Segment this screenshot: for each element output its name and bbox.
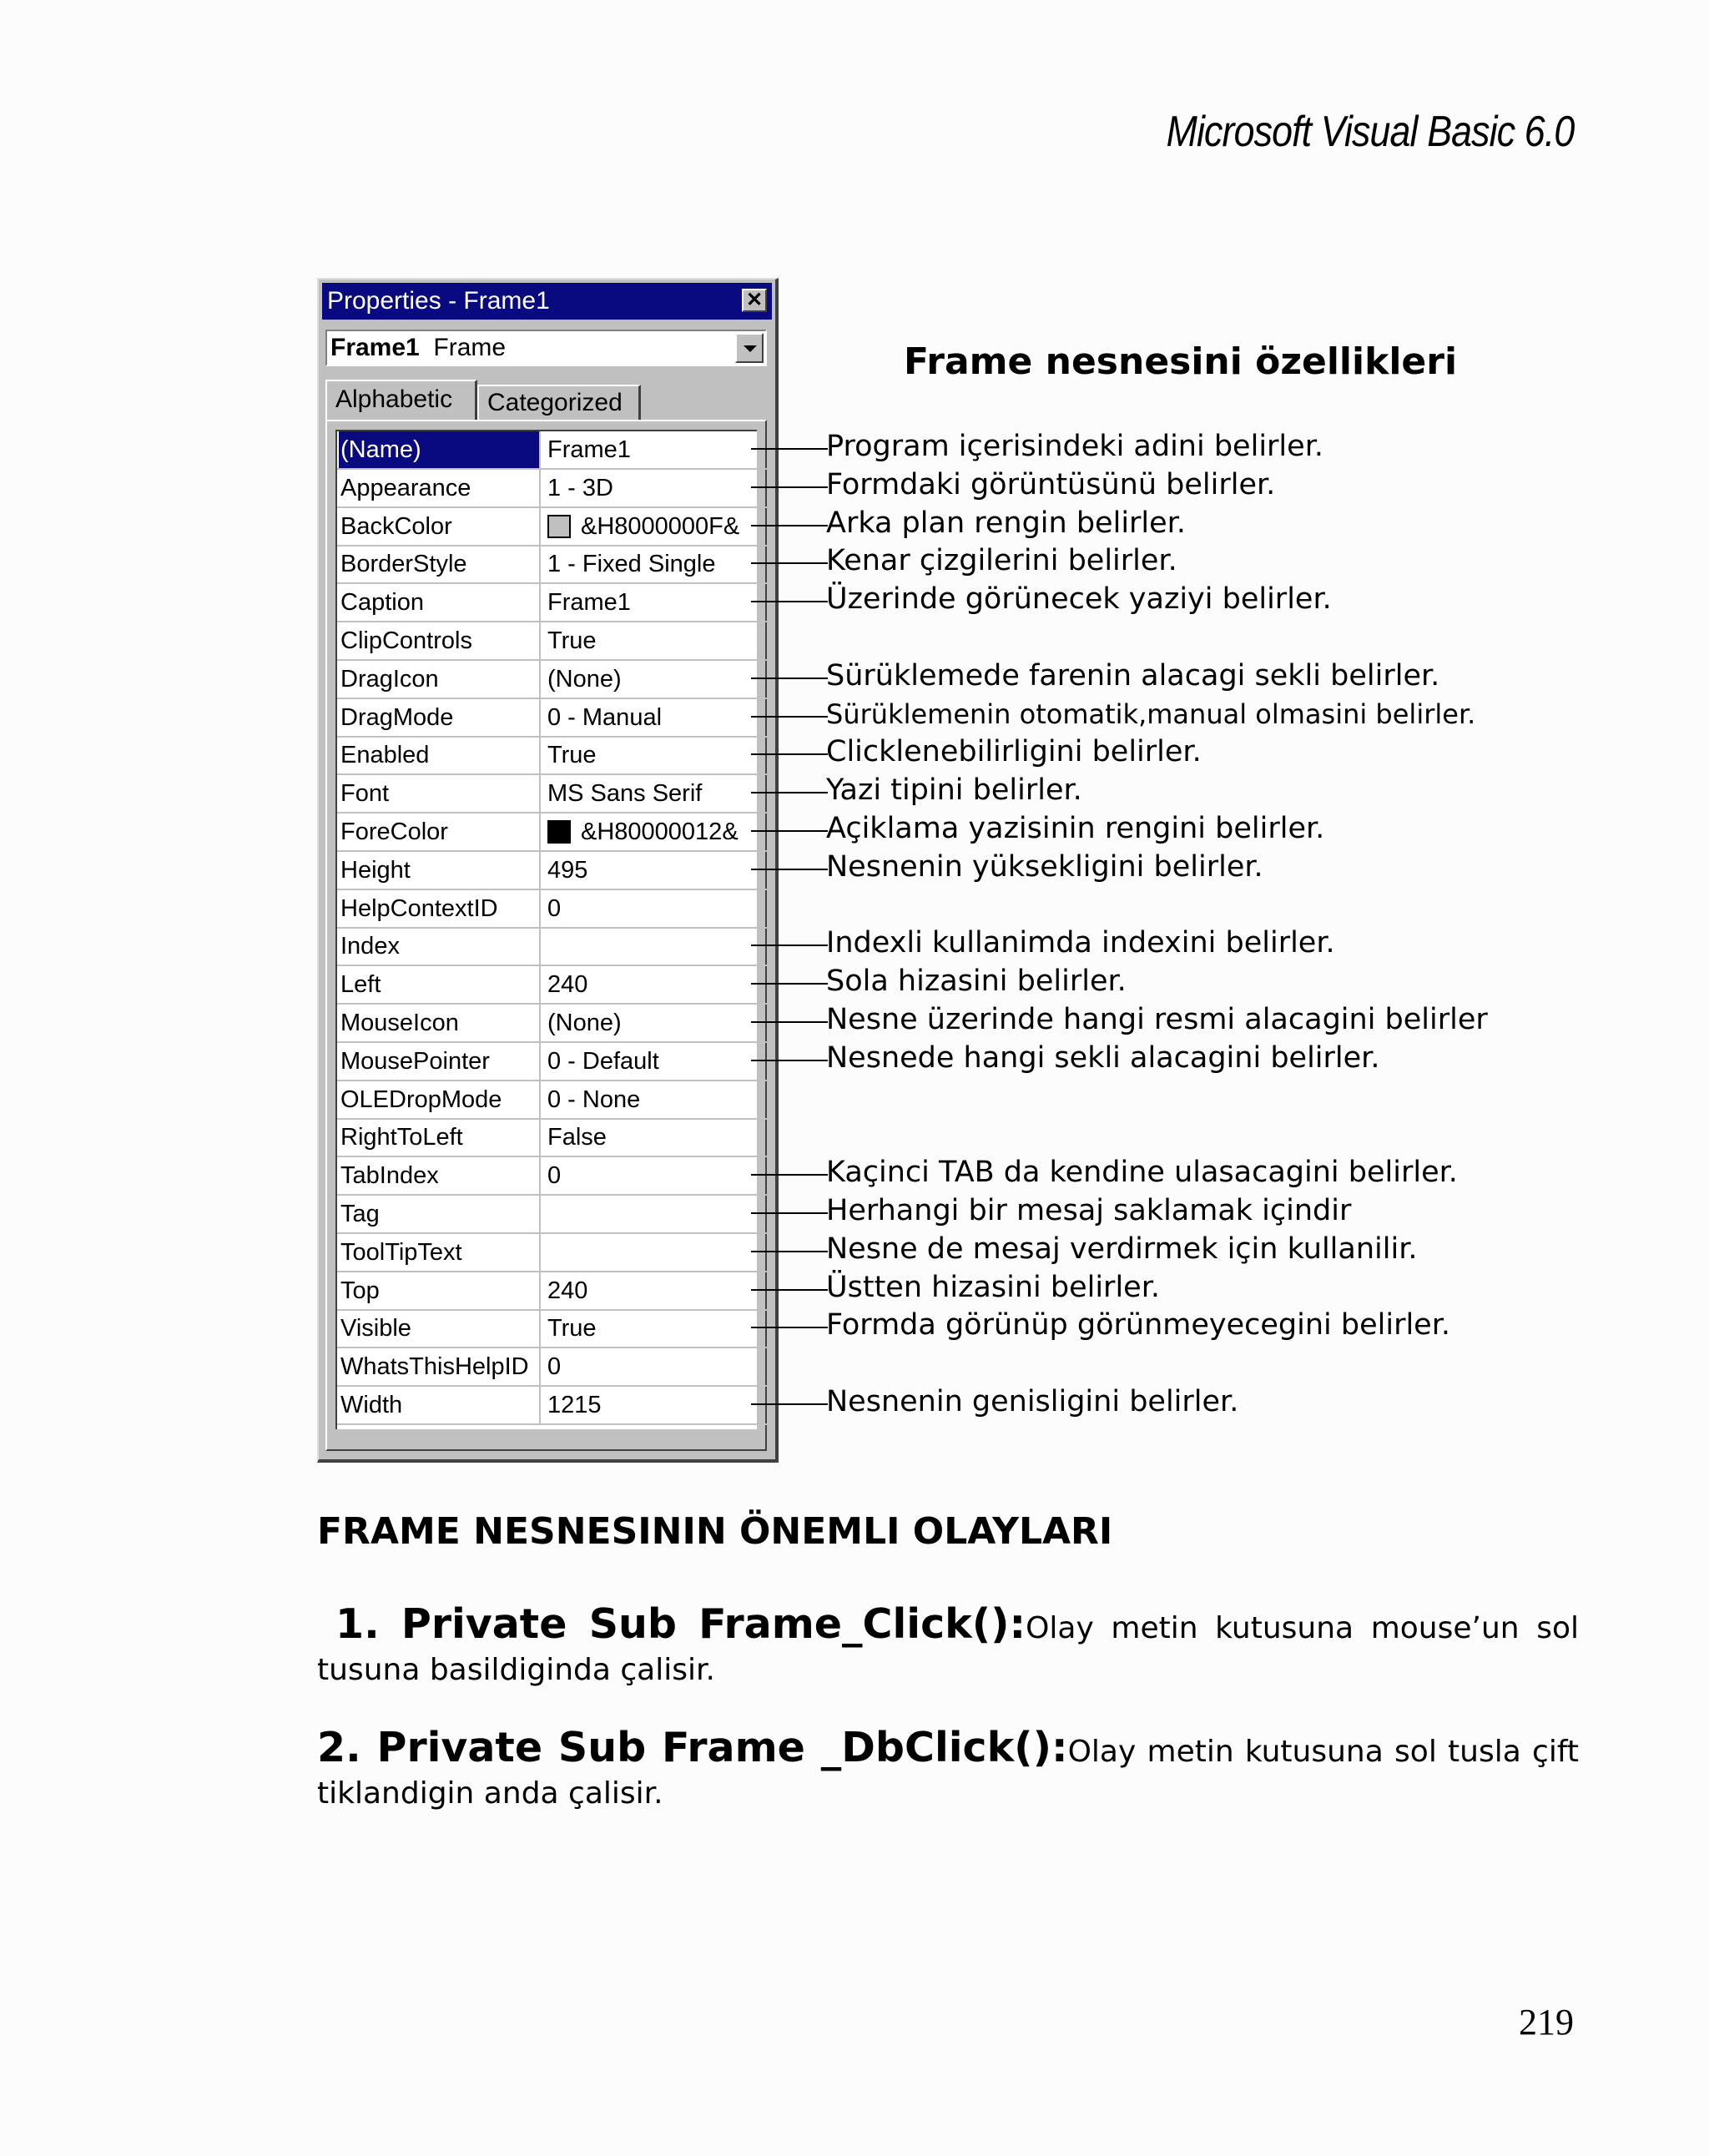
callout-text: Sola hizasini belirler. xyxy=(826,965,1127,999)
property-row[interactable] xyxy=(337,546,767,584)
property-value-text: 240 xyxy=(547,971,588,999)
property-name: Index xyxy=(339,928,541,965)
callout-line xyxy=(751,1060,828,1061)
property-value[interactable] xyxy=(544,1119,765,1156)
running-head: Microsoft Visual Basic 6.0 xyxy=(1166,108,1574,156)
event-description: Olay metin kutusuna sol tusla çift tiklandigin anda çalisir. xyxy=(317,1735,1579,1811)
property-grid-frame xyxy=(325,420,767,1451)
callout-text: Herhangi bir mesaj saklamak içindir xyxy=(826,1194,1352,1227)
property-value-text: 1 - Fixed Single xyxy=(547,551,716,578)
property-value[interactable] xyxy=(544,928,765,965)
property-name: Appearance xyxy=(339,470,541,506)
property-row[interactable] xyxy=(337,852,767,890)
property-row[interactable] xyxy=(337,584,767,622)
property-row[interactable] xyxy=(337,622,767,661)
property-name: MouseIcon xyxy=(339,1005,541,1041)
property-value-text: 0 - Default xyxy=(547,1047,659,1075)
callout-text: Nesnenin yüksekligini belirler. xyxy=(826,849,1263,884)
property-value[interactable] xyxy=(544,622,765,659)
property-value-text: 495 xyxy=(547,856,588,884)
callout-line xyxy=(751,448,828,450)
property-name: MousePointer xyxy=(339,1043,541,1080)
callout-line xyxy=(751,830,828,832)
property-row[interactable] xyxy=(337,661,767,699)
property-value[interactable] xyxy=(544,546,765,582)
property-value[interactable] xyxy=(544,1387,765,1423)
event-signature: 1. Private Sub Frame_Click(): xyxy=(335,1600,1026,1648)
property-row[interactable] xyxy=(337,1272,767,1311)
property-row[interactable] xyxy=(337,1081,767,1120)
property-name: DragMode xyxy=(339,699,541,736)
property-row[interactable] xyxy=(337,890,767,929)
property-grid xyxy=(335,430,757,1429)
property-value[interactable] xyxy=(544,966,765,1003)
property-name: Left xyxy=(339,966,541,1003)
property-name: Enabled xyxy=(339,737,541,773)
property-name: OLEDropMode xyxy=(339,1081,541,1118)
callout-text: Arka plan rengin belirler. xyxy=(826,506,1186,540)
callout-text: Formdaki görüntüsünü belirler. xyxy=(826,467,1276,501)
callout-line xyxy=(751,1327,828,1328)
page-number: 219 xyxy=(1519,2002,1574,2043)
property-row[interactable] xyxy=(337,1387,767,1425)
property-value-text: MS Sans Serif xyxy=(547,780,703,808)
property-value-text: 0 - Manual xyxy=(547,703,663,731)
object-name: Frame1 xyxy=(330,334,420,361)
callout-line xyxy=(751,601,828,602)
property-value[interactable] xyxy=(544,431,765,468)
close-icon[interactable]: ✕ xyxy=(742,289,767,312)
callout-line xyxy=(751,1403,828,1405)
callout-text: Nesnenin genisligini belirler. xyxy=(826,1385,1239,1418)
property-value-text: Frame1 xyxy=(547,589,631,617)
callout-line xyxy=(751,678,828,679)
property-name: (Name) xyxy=(339,431,541,468)
property-row[interactable] xyxy=(337,1005,767,1043)
callout-line xyxy=(751,1212,828,1214)
property-row[interactable] xyxy=(337,1348,767,1387)
object-selector[interactable] xyxy=(325,330,767,366)
property-name: Width xyxy=(339,1387,541,1423)
property-row[interactable] xyxy=(337,1119,767,1157)
callout-line xyxy=(751,869,828,870)
callout-text: Kaçinci TAB da kendine ulasacagini belirler. xyxy=(826,1156,1458,1190)
property-name: Visible xyxy=(339,1310,541,1347)
property-value-text: 1215 xyxy=(547,1392,602,1418)
property-value[interactable] xyxy=(544,775,765,812)
property-value[interactable] xyxy=(544,737,765,773)
callout-text: Açiklama yazisinin rengini belirler. xyxy=(826,812,1325,845)
property-value-text: False xyxy=(547,1124,607,1151)
property-row[interactable] xyxy=(337,814,767,852)
property-value-text: (None) xyxy=(547,1010,622,1036)
callout-line xyxy=(751,983,828,985)
property-row[interactable] xyxy=(337,737,767,775)
annotations-title: Frame nesnesini özellikleri xyxy=(904,340,1458,383)
callout-line xyxy=(751,1289,828,1291)
property-value-text: 0 xyxy=(547,894,562,922)
object-type: Frame xyxy=(433,334,507,361)
property-value[interactable] xyxy=(544,890,765,927)
callout-text: Kenar çizgilerini belirler. xyxy=(826,544,1177,578)
property-name: RightToLeft xyxy=(339,1119,541,1156)
property-value[interactable] xyxy=(544,1005,765,1041)
callout-text: Üstten hizasini belirler. xyxy=(826,1270,1161,1304)
property-name: Height xyxy=(339,852,541,889)
property-name: BorderStyle xyxy=(339,546,541,582)
property-name: DragIcon xyxy=(339,661,541,698)
color-swatch xyxy=(547,820,571,844)
property-row[interactable] xyxy=(337,966,767,1005)
property-name: ForeColor xyxy=(339,814,541,850)
callout-line xyxy=(751,525,828,526)
property-name: ToolTipText xyxy=(339,1234,541,1271)
property-name: HelpContextID xyxy=(339,890,541,927)
property-value[interactable] xyxy=(544,661,765,698)
color-swatch xyxy=(547,515,571,538)
property-row[interactable] xyxy=(337,1196,767,1234)
property-value[interactable] xyxy=(544,1310,765,1347)
property-value[interactable] xyxy=(544,1234,765,1271)
property-row[interactable] xyxy=(337,1157,767,1196)
property-name: BackColor xyxy=(339,508,541,545)
property-value[interactable] xyxy=(544,584,765,621)
callout-line xyxy=(751,716,828,718)
callout-text: Formda görünüp görünmeyecegini belirler. xyxy=(826,1308,1451,1342)
callout-text: Nesnede hangi sekli alacagini belirler. xyxy=(826,1040,1380,1075)
property-value[interactable] xyxy=(544,814,765,850)
property-value-text: 0 xyxy=(547,1353,562,1381)
callout-text: Indexli kullanimda indexini belirler. xyxy=(826,926,1335,960)
callout-line xyxy=(751,1021,828,1023)
property-name: TabIndex xyxy=(339,1157,541,1194)
property-value-text: True xyxy=(547,742,597,769)
property-name: Font xyxy=(339,775,541,812)
property-value[interactable] xyxy=(544,1272,765,1309)
callout-line xyxy=(751,562,828,564)
property-row[interactable] xyxy=(337,1043,767,1081)
property-name: Tag xyxy=(339,1196,541,1232)
callout-text: Üzerinde görünecek yaziyi belirler. xyxy=(826,582,1332,617)
properties-titlebar xyxy=(322,283,772,320)
callout-text: Clicklenebilirligini belirler. xyxy=(826,735,1202,769)
property-value-text: 240 xyxy=(547,1277,588,1304)
chevron-down-icon[interactable] xyxy=(735,333,764,363)
event-description: Olay metin kutusuna mouse’un sol tusuna basildiginda çalisir. xyxy=(317,1611,1579,1687)
property-value[interactable] xyxy=(544,508,765,545)
property-value[interactable] xyxy=(544,699,765,736)
callout-text: Nesne de mesaj verdirmek için kullanilir. xyxy=(826,1232,1418,1266)
property-value[interactable] xyxy=(544,1196,765,1232)
events-heading: FRAME NESNESININ ÖNEMLI OLAYLARI xyxy=(317,1510,1113,1553)
property-value-text: (None) xyxy=(547,665,622,693)
event-item-click xyxy=(317,1600,1579,1691)
callout-line xyxy=(751,1174,828,1176)
properties-window xyxy=(317,278,779,1463)
callout-line xyxy=(751,753,828,755)
property-value[interactable] xyxy=(544,470,765,506)
property-value[interactable] xyxy=(544,1081,765,1118)
property-row[interactable] xyxy=(337,431,767,470)
callout-line xyxy=(751,945,828,946)
callout-line xyxy=(751,486,828,488)
property-name: ClipControls xyxy=(339,622,541,659)
callout-text: Nesne üzerinde hangi resmi alacagini belirler xyxy=(826,1003,1488,1036)
property-row[interactable] xyxy=(337,928,767,966)
property-value[interactable] xyxy=(544,1348,765,1385)
callout-text: Sürüklemenin otomatik,manual olmasini belirler. xyxy=(826,698,1476,730)
event-item-dblclick xyxy=(317,1724,1579,1815)
tab-alphabetic[interactable]: Alphabetic xyxy=(325,380,477,420)
property-name: Caption xyxy=(339,584,541,621)
property-name: WhatsThisHelpID xyxy=(339,1348,541,1385)
property-value[interactable] xyxy=(544,852,765,889)
property-name: Top xyxy=(339,1272,541,1309)
property-value-text: 0 - None xyxy=(547,1086,641,1113)
property-value-text: True xyxy=(547,627,597,654)
property-row[interactable] xyxy=(337,775,767,814)
property-row[interactable] xyxy=(337,508,767,547)
event-signature: 2. Private Sub Frame _DbClick(): xyxy=(317,1724,1068,1771)
tab-categorized[interactable]: Categorized xyxy=(477,385,641,420)
callout-text: Program içerisindeki adini belirler. xyxy=(826,430,1323,463)
callout-line xyxy=(751,792,828,793)
property-row[interactable] xyxy=(337,1310,767,1348)
window-title: Properties - Frame1 xyxy=(327,287,550,315)
property-value-text: 0 xyxy=(547,1162,562,1190)
callout-text: Sürüklemede farenin alacagi sekli belirler. xyxy=(826,658,1440,693)
property-row[interactable] xyxy=(337,470,767,508)
callout-line xyxy=(751,1251,828,1252)
property-value[interactable] xyxy=(544,1157,765,1194)
property-row[interactable] xyxy=(337,699,767,738)
property-value-text: &H80000012& xyxy=(581,819,739,845)
callout-text: Yazi tipini belirler. xyxy=(826,773,1082,808)
property-value-text: 1 - 3D xyxy=(547,474,613,501)
property-value-text: True xyxy=(547,1315,597,1342)
property-value-text: &H8000000F& xyxy=(581,512,740,540)
property-value-text: Frame1 xyxy=(547,436,631,463)
property-value[interactable] xyxy=(544,1043,765,1080)
property-row[interactable] xyxy=(337,1234,767,1272)
